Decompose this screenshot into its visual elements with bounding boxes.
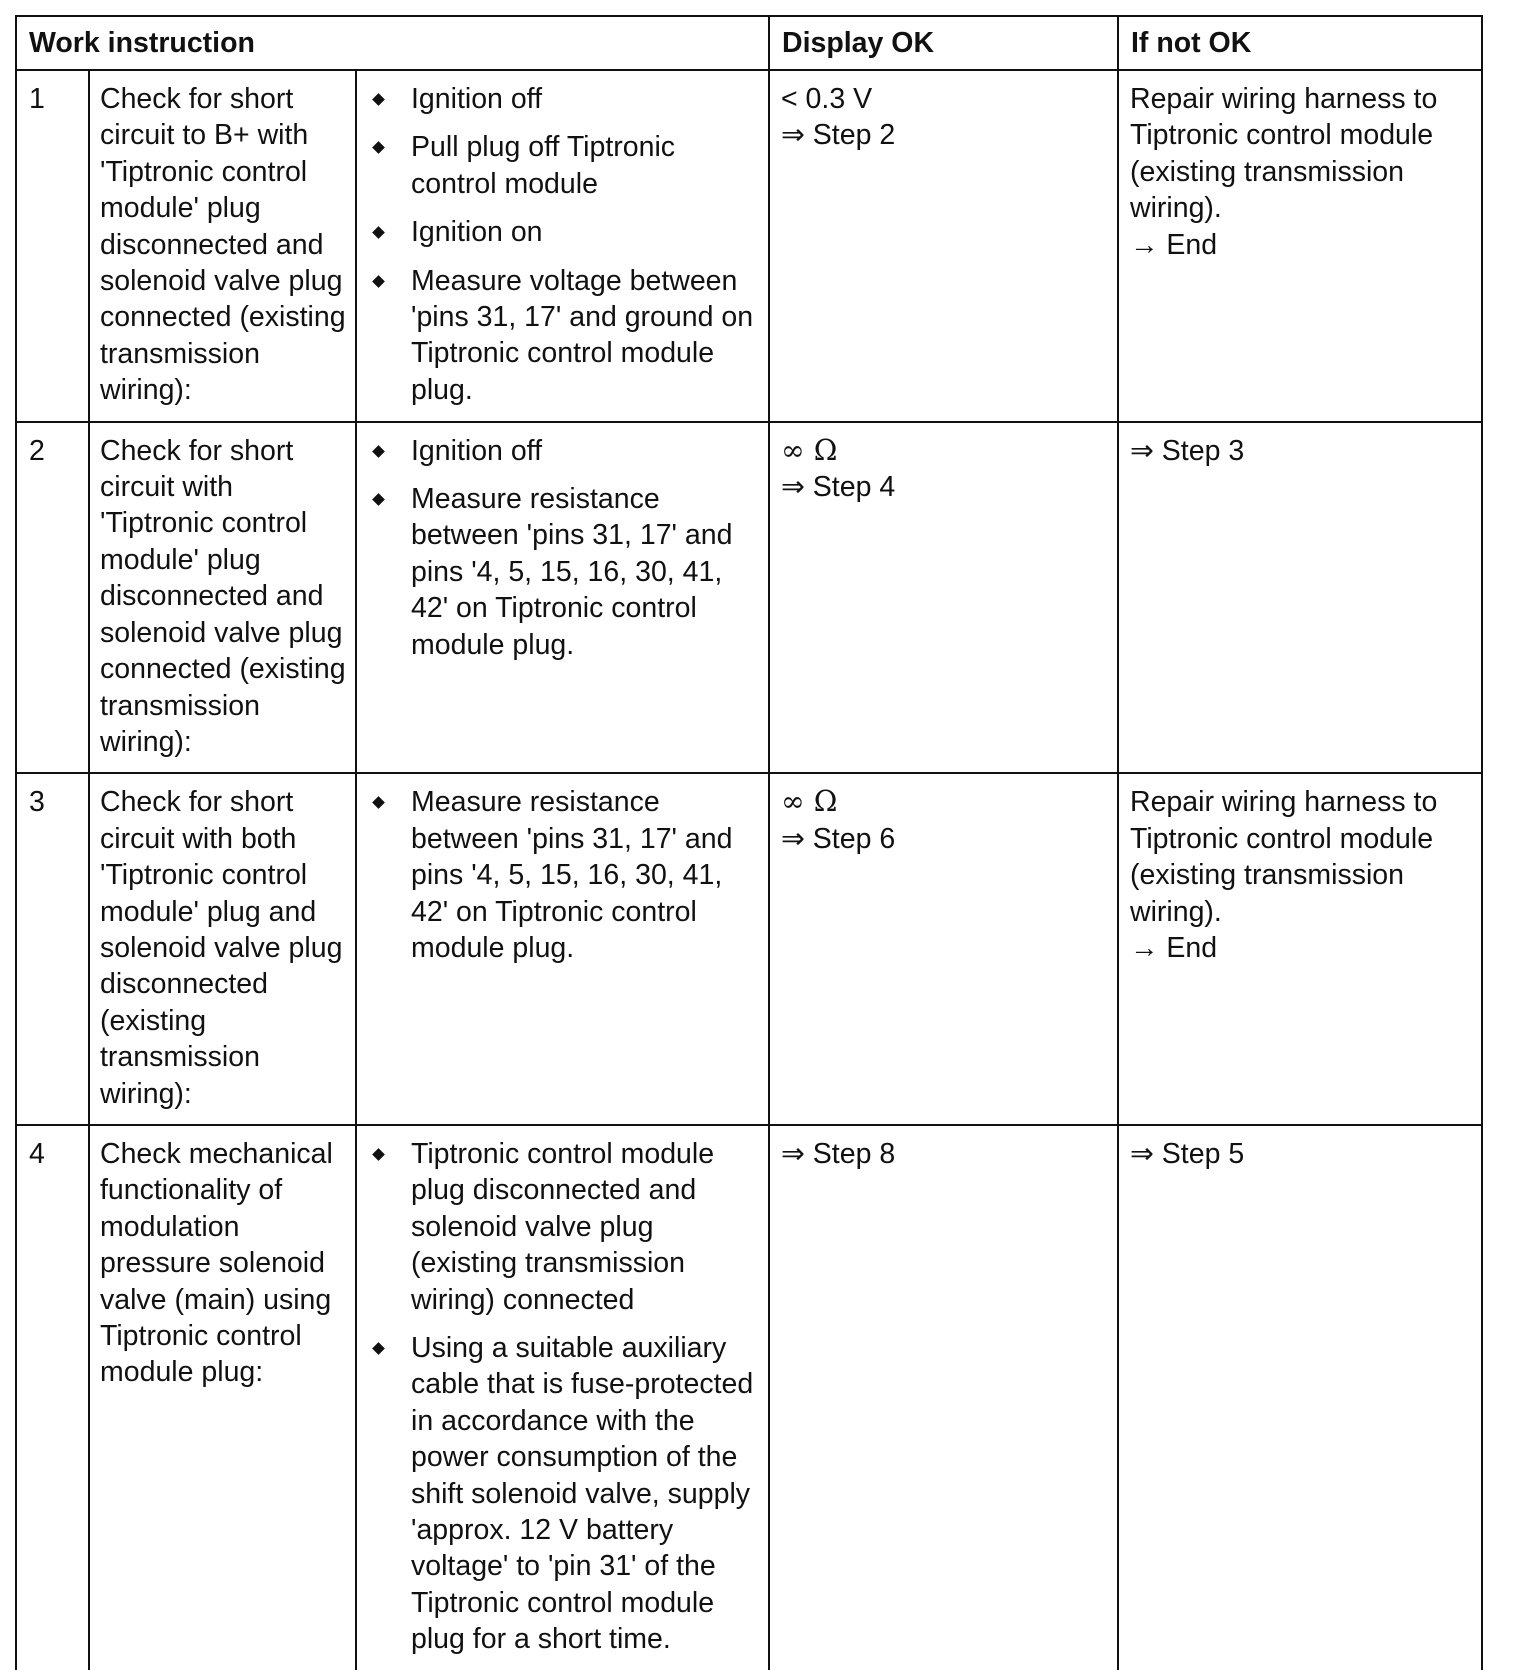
next-step-reference: ⇒ Step 4 [781, 471, 896, 504]
display-ok-cell [769, 70, 1118, 422]
next-step-reference: ⇒ Step 6 [781, 822, 896, 855]
bullet-list [369, 784, 758, 966]
if-not-ok-cell [1118, 1125, 1482, 1670]
list-item-text: Ignition off [411, 83, 542, 115]
step-number: 2 [16, 422, 89, 774]
if-not-ok-cell [1118, 422, 1482, 774]
table-row [16, 1125, 1482, 1670]
bullet-diamond-icon [372, 142, 385, 155]
bullet-diamond-icon [372, 1148, 385, 1161]
list-item-text: Measure voltage between 'pins 31, 17' and ground on Tiptronic control module plug. [411, 264, 754, 406]
table-row [16, 70, 1482, 422]
bullet-diamond-icon [372, 93, 385, 106]
next-step-reference: → End [1130, 931, 1218, 964]
list-item [369, 263, 758, 409]
bullet-list [369, 1136, 758, 1658]
list-item [369, 129, 758, 202]
list-item-text: Measure resistance between 'pins 31, 17' and pins '4, 5, 15, 16, 30, 41, 42' on Tiptronic control module plug. [411, 786, 733, 964]
list-item [369, 214, 758, 250]
list-item-text: Ignition on [411, 216, 543, 249]
procedure-steps [356, 70, 769, 422]
list-item-text: Tiptronic control module plug disconnected and solenoid valve plug (existing transmission wiring) connected [411, 1137, 715, 1316]
step-number: 1 [16, 70, 89, 422]
next-step-reference: ⇒ Step 2 [781, 119, 896, 152]
check-instruction: Check mechanical functionality of modulation pressure solenoid valve (main) using Tiptronic control module plug: [89, 1125, 356, 1670]
expected-value: ∞ Ω [781, 785, 838, 819]
list-item [369, 481, 758, 663]
corrective-action: Repair wiring harness to Tiptronic control module (existing transmission wiring). [1130, 786, 1438, 928]
list-item [369, 1330, 758, 1658]
next-step-reference: → End [1130, 228, 1218, 261]
list-item-text: Ignition off [411, 434, 542, 467]
list-item-text: Using a suitable auxiliary cable that is fuse-protected in accordance with the power consumption of the shift solenoid valve, supply 'approx. 12 V battery voltage' to 'pin 31' of the Tiptronic control module plug for a short time. [411, 1332, 754, 1656]
header-row [16, 16, 1482, 70]
bullet-diamond-icon [372, 1342, 385, 1355]
bullet-list [369, 81, 758, 408]
expected-value: ∞ Ω [781, 433, 838, 467]
bullet-list [369, 433, 758, 663]
next-step-reference: ⇒ Step 3 [1130, 434, 1245, 467]
procedure-steps [356, 422, 769, 774]
header-display-ok: Display OK [769, 16, 1118, 70]
if-not-ok-cell [1118, 773, 1482, 1125]
display-ok-cell [769, 1125, 1118, 1670]
bullet-diamond-icon [372, 226, 385, 239]
table-row [16, 422, 1482, 774]
list-item [369, 784, 758, 966]
check-instruction: Check for short circuit with both 'Tiptronic control module' plug and solenoid valve plug disconnected (existing transmission wiring): [89, 773, 356, 1125]
work-instruction-table [15, 15, 1483, 1670]
check-instruction: Check for short circuit to B+ with 'Tiptronic control module' plug disconnected and solenoid valve plug connected (existing transmission wiring): [89, 70, 356, 422]
bullet-diamond-icon [372, 445, 385, 458]
list-item [369, 1136, 758, 1318]
procedure-steps [356, 773, 769, 1125]
corrective-action: Repair wiring harness to Tiptronic control module (existing transmission wiring). [1130, 83, 1438, 225]
step-number: 3 [16, 773, 89, 1125]
display-ok-cell [769, 422, 1118, 774]
header-if-not-ok: If not OK [1118, 16, 1482, 70]
next-step-reference: ⇒ Step 8 [781, 1137, 896, 1170]
step-number: 4 [16, 1125, 89, 1670]
if-not-ok-cell [1118, 70, 1482, 422]
expected-value: < 0.3 V [781, 83, 873, 115]
display-ok-cell [769, 773, 1118, 1125]
header-work-instruction: Work instruction [16, 16, 769, 70]
procedure-steps [356, 1125, 769, 1670]
list-item-text: Pull plug off Tiptronic control module [411, 131, 676, 200]
table-row [16, 773, 1482, 1125]
list-item [369, 81, 758, 117]
bullet-diamond-icon [372, 796, 385, 809]
next-step-reference: ⇒ Step 5 [1130, 1137, 1245, 1170]
list-item-text: Measure resistance between 'pins 31, 17' and pins '4, 5, 15, 16, 30, 41, 42' on Tiptronic control module plug. [411, 483, 733, 661]
list-item [369, 433, 758, 469]
bullet-diamond-icon [372, 493, 385, 506]
check-instruction: Check for short circuit with 'Tiptronic control module' plug disconnected and solenoid valve plug connected (existing transmission wiring): [89, 422, 356, 774]
bullet-diamond-icon [372, 275, 385, 288]
